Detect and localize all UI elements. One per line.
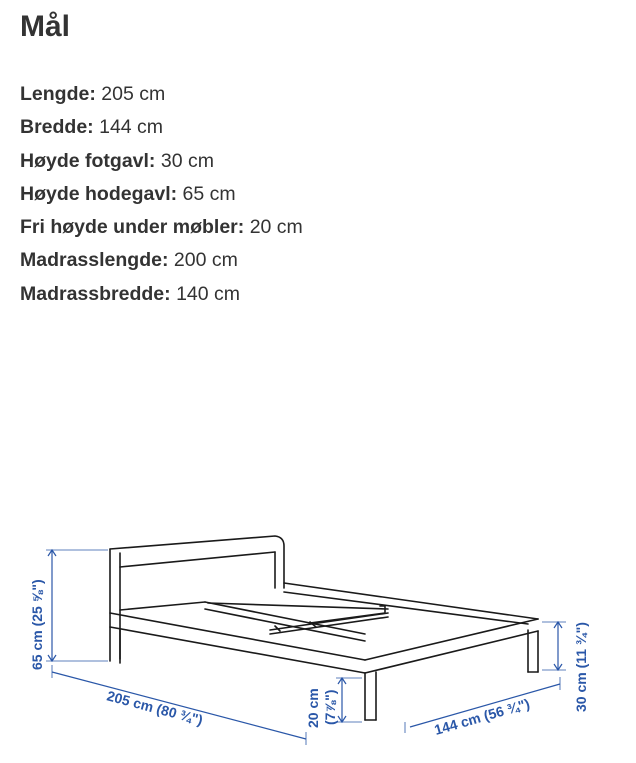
spec-label: Lengde: (20, 83, 96, 105)
spec-value: 20 cm (249, 216, 303, 239)
spec-label: Madrassbredde: (20, 282, 171, 305)
spec-value: 65 cm (182, 182, 236, 205)
spec-footboard-height (20, 145, 303, 178)
clearance-label: 20 cm (305, 688, 321, 728)
spec-label: Madrasslengde: (20, 249, 169, 272)
spec-value: 144 cm (99, 116, 164, 139)
spec-under-clearance (20, 211, 303, 244)
spec-label: Høyde fotgavl: (20, 149, 156, 172)
spec-value: 140 cm (176, 282, 241, 305)
spec-mattress-width (20, 278, 303, 311)
spec-mattress-length (20, 244, 303, 277)
spec-length (20, 78, 303, 111)
spec-label: Bredde: (20, 116, 94, 139)
spec-width (20, 111, 303, 144)
spec-value: 30 cm (160, 149, 214, 172)
clearance-inch-label: (7⅞") (322, 689, 338, 725)
page-title: Mål (20, 10, 71, 43)
dimension-spec-list (20, 78, 303, 311)
bed-dimension-diagram (0, 520, 636, 763)
width-label: 144 cm (56 ¾") (432, 695, 532, 738)
spec-label: Fri høyde under møbler: (20, 216, 245, 239)
spec-value: 205 cm (101, 83, 166, 105)
spec-headboard-height (20, 178, 303, 211)
length-label: 205 cm (80 ¾") (105, 687, 205, 729)
spec-value: 200 cm (173, 249, 238, 272)
footboard-height-label: 30 cm (11 ¾") (573, 622, 589, 712)
spec-label: Høyde hodegavl: (20, 182, 178, 205)
headboard-height-label: 65 cm (25 ⅝") (29, 579, 45, 670)
